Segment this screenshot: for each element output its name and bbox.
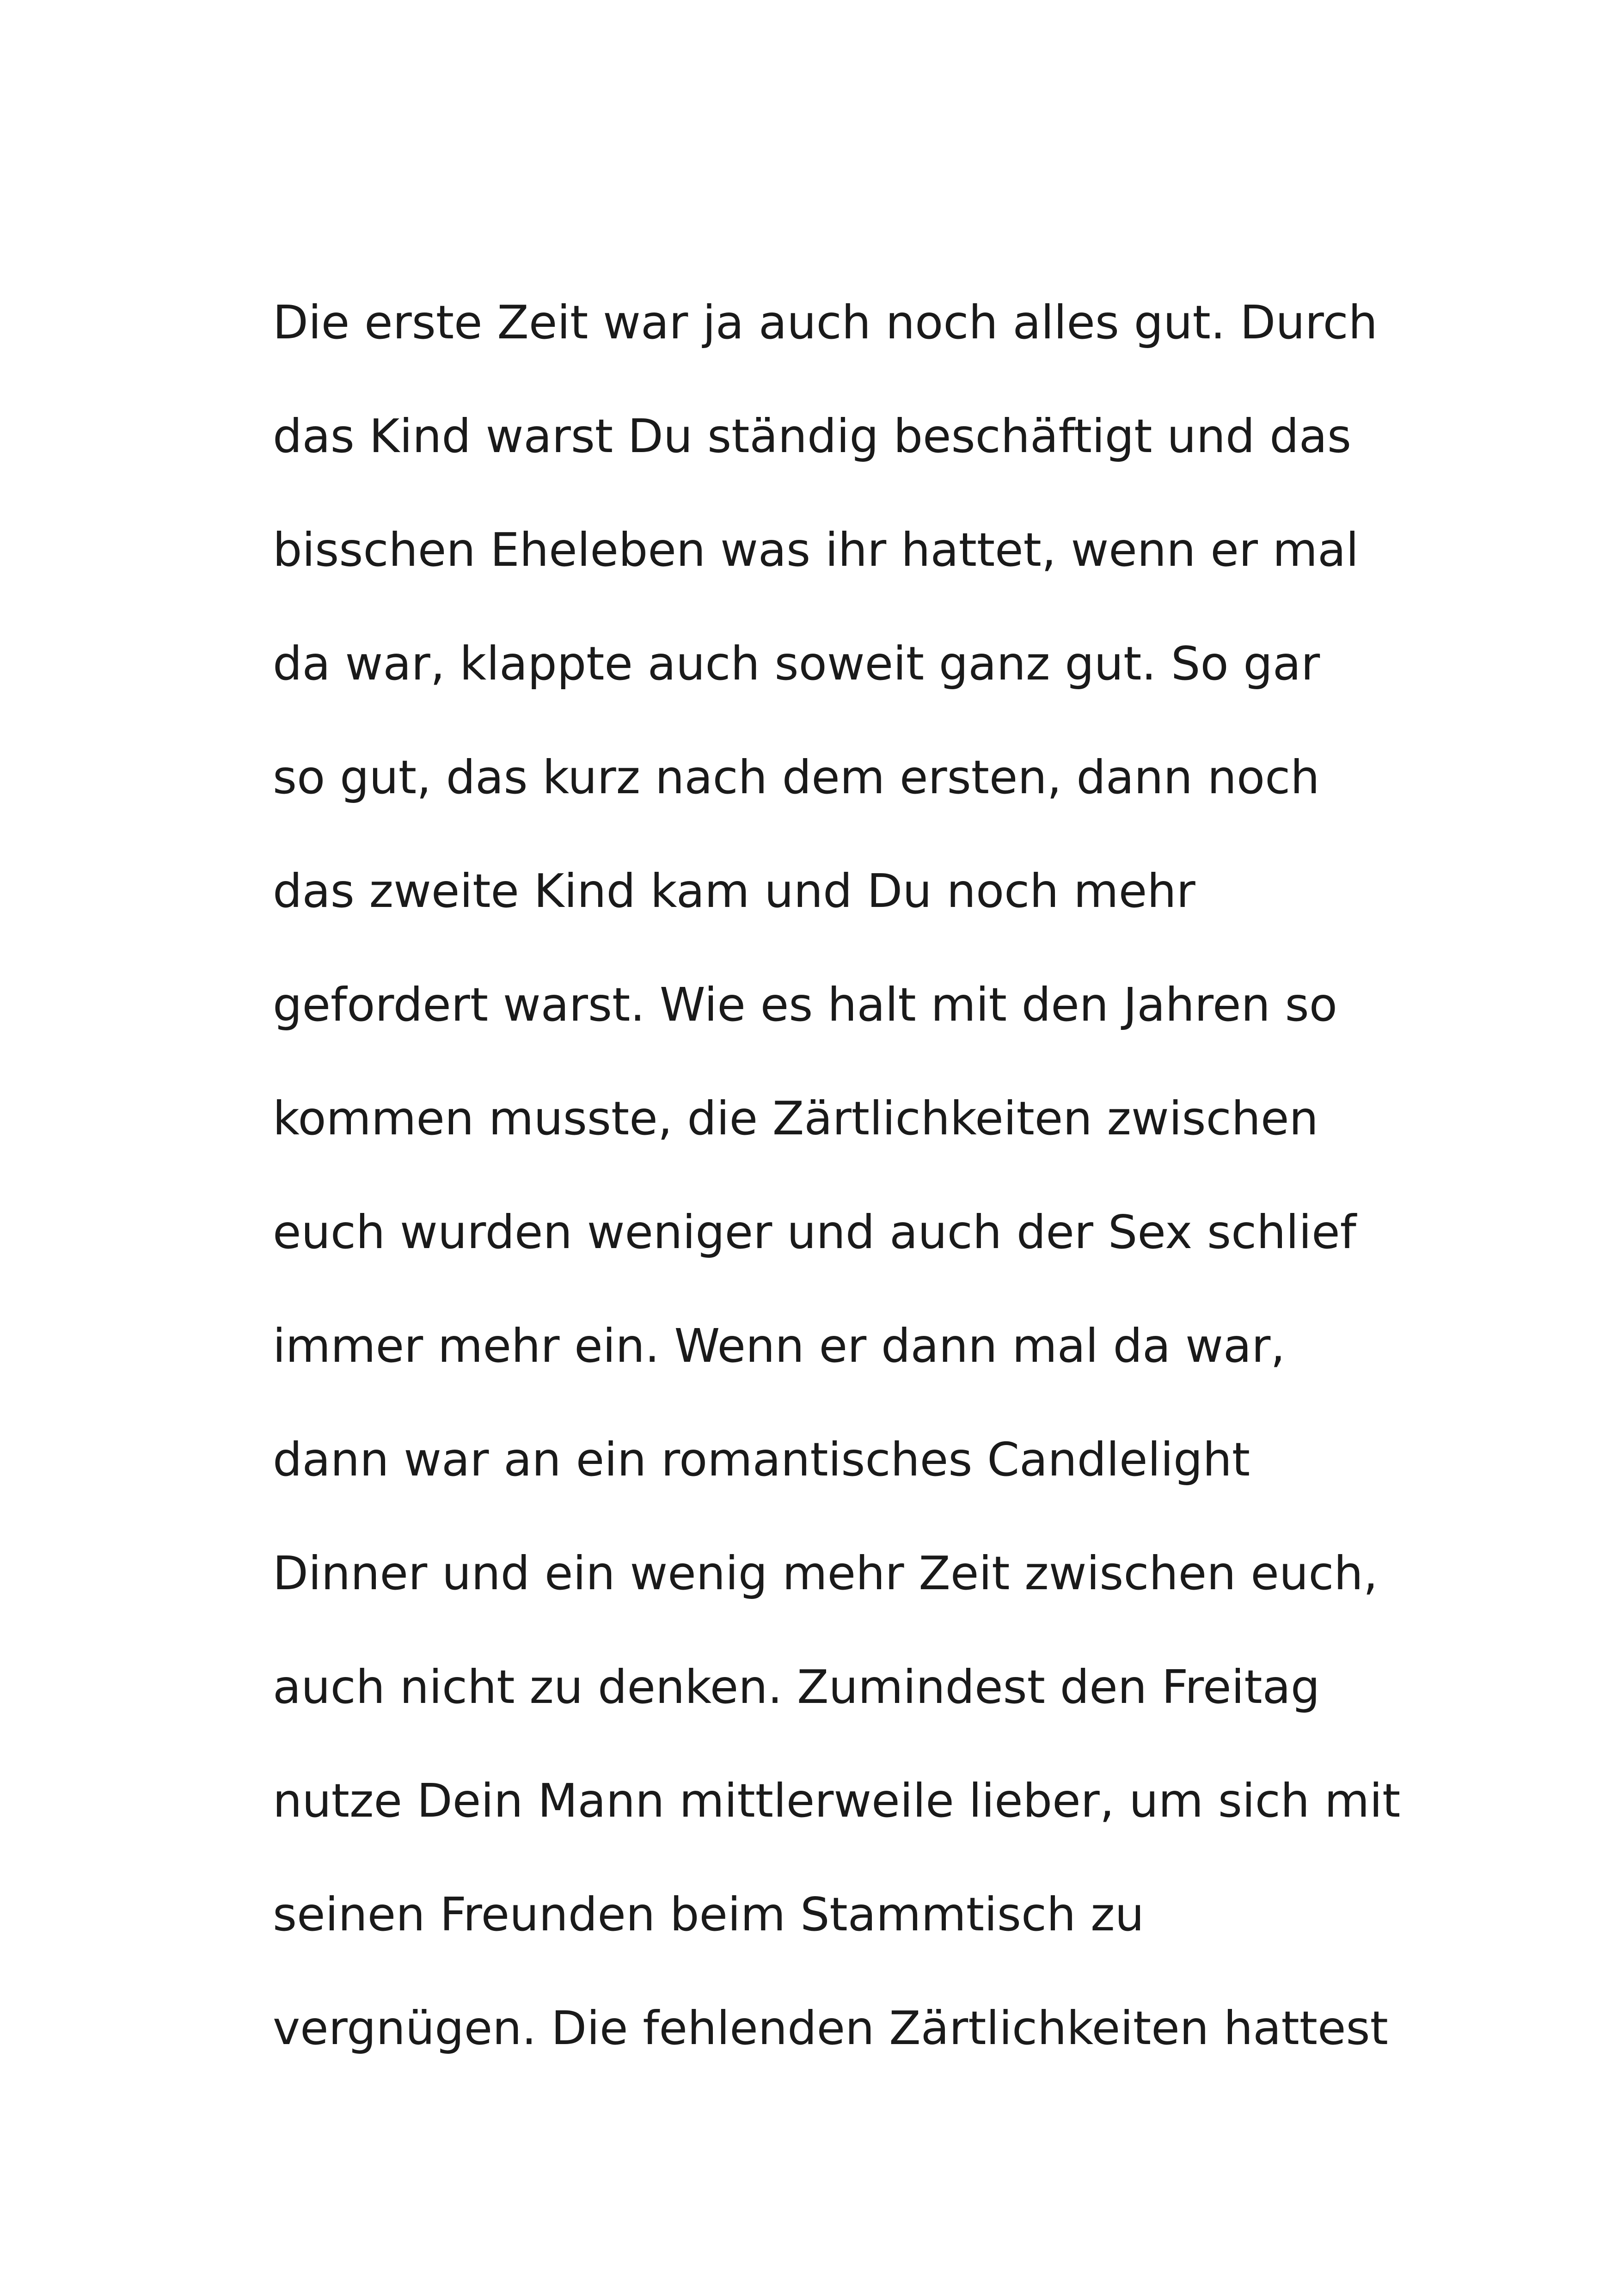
body-text xyxy=(273,266,1401,2085)
text-line-3: bisschen Eheleben was ihr hattet, wenn er mal xyxy=(273,523,1359,577)
text-line-14: nutze Dein Mann mittlerweile lieber, um sich mit xyxy=(273,1774,1401,1828)
text-line-11: dann war an ein romantisches Candlelight xyxy=(273,1433,1250,1487)
text-line-6: das zweite Kind kam und Du noch mehr xyxy=(273,864,1195,918)
text-line-4: da war, klappte auch soweit ganz gut. So gar xyxy=(273,637,1320,691)
text-line-7: gefordert warst. Wie es halt mit den Jahren so xyxy=(273,978,1337,1032)
text-line-16: vergnügen. Die fehlenden Zärtlichkeiten hattest xyxy=(273,2001,1388,2055)
text-line-2: das Kind warst Du ständig beschäftigt und das xyxy=(273,409,1352,463)
text-line-10: immer mehr ein. Wenn er dann mal da war, xyxy=(273,1319,1286,1373)
text-line-5: so gut, das kurz nach dem ersten, dann noch xyxy=(273,750,1320,804)
text-line-1: Die erste Zeit war ja auch noch alles gut. Durch xyxy=(273,295,1378,349)
text-line-9: euch wurden weniger und auch der Sex schlief xyxy=(273,1205,1356,1259)
text-line-8: kommen musste, die Zärtlichkeiten zwischen xyxy=(273,1091,1318,1145)
text-line-13: auch nicht zu denken. Zumindest den Freitag xyxy=(273,1660,1320,1714)
text-line-15: seinen Freunden beim Stammtisch zu xyxy=(273,1887,1144,1941)
text-line-12: Dinner und ein wenig mehr Zeit zwischen euch, xyxy=(273,1546,1378,1600)
